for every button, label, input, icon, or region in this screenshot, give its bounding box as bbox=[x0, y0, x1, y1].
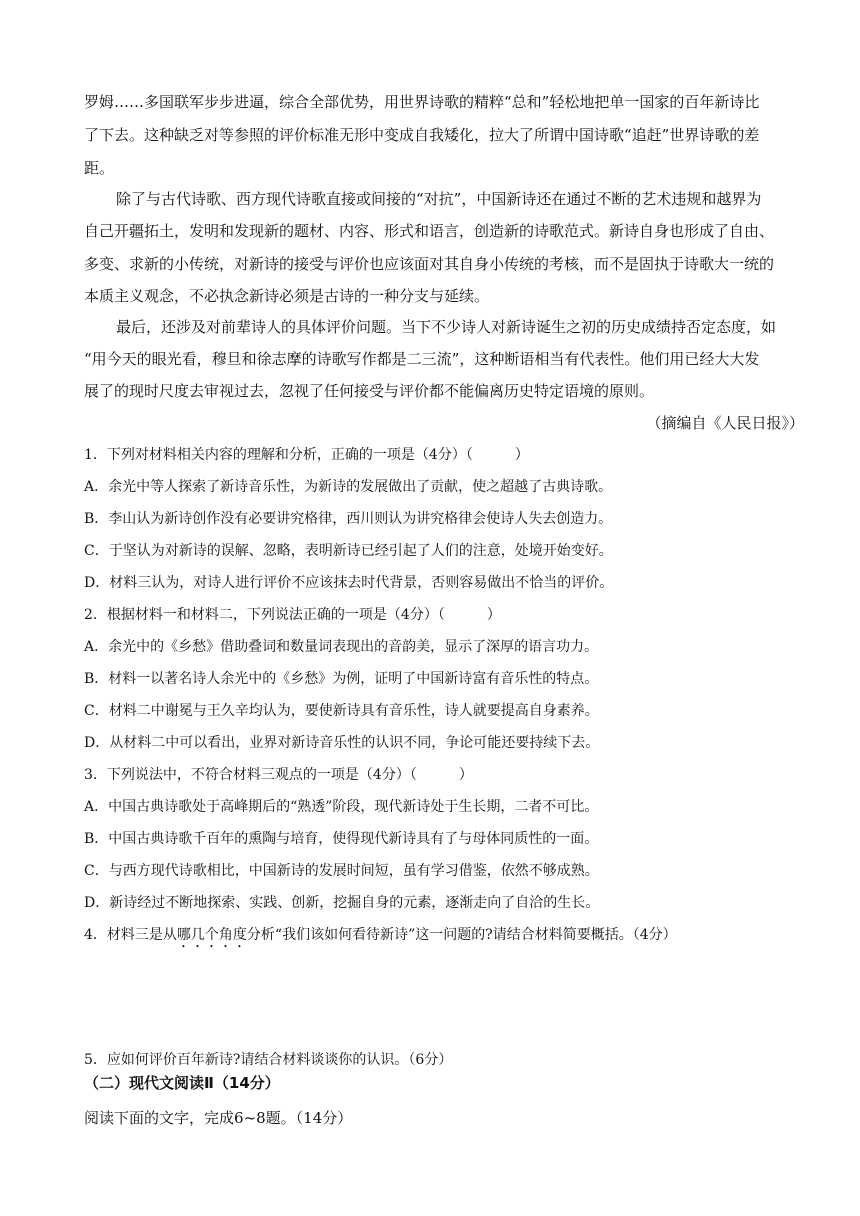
question-3-option-d: D．新诗经过不断地探索、实践、创新，挖掘自身的元素，逐渐走向了自洽的生长。 bbox=[84, 895, 600, 911]
question-3-option-c: C．与西方现代诗歌相比，中国新诗的发展时间短，虽有学习借鉴，依然不够成熟。 bbox=[84, 863, 599, 879]
question-2-option-d: D．从材料二中可以看出，业界对新诗音乐性的认识不同，争论可能还要持续下去。 bbox=[84, 735, 600, 751]
question-2-option-b: B．材料一以著名诗人余光中的《乡愁》为例，证明了中国新诗富有音乐性的特点。 bbox=[84, 671, 599, 687]
question-2-stem: 2．根据材料一和材料二，下列说法正确的一项是（4分）（ ） bbox=[84, 607, 501, 623]
passage-line: 自己开疆拓土，发明和发现新的题材、内容、形式和语言，创造新的诗歌范式。新诗自身也形成了自由、 bbox=[84, 222, 775, 240]
passage-line: 除了与古代诗歌、西方现代诗歌直接或间接的“对抗”，中国新诗还在通过不断的艺术违规和越界为 bbox=[116, 190, 762, 208]
source-citation: （摘编自《人民日报》） bbox=[646, 414, 804, 432]
question-5: 5．应如何评价百年新诗?请结合材料谈谈你的认识。（6分） bbox=[84, 1052, 453, 1068]
question-1-option-b: B．李山认为新诗创作没有必要讲究格律，西川则认为讲究格律会使诗人失去创造力。 bbox=[84, 511, 613, 527]
passage-line: 罗姆……多国联军步步进逼，综合全部优势，用世界诗歌的精粹“总和”轻松地把单一国家的百年新诗比 bbox=[84, 93, 760, 111]
passage-line: 展了的现时尺度去审视过去，忽视了任何接受与评价都不能偏离历史特定语境的原则。 bbox=[84, 382, 655, 400]
passage-line: 距。 bbox=[84, 159, 115, 177]
question-2-option-a: A．余光中的《乡愁》借助叠词和数量词表现出的音韵美，显示了深厚的语言功力。 bbox=[84, 639, 599, 655]
passage-line: 本质主义观念，不必执念新诗必须是古诗的一种分支与延续。 bbox=[84, 287, 490, 305]
question-4 bbox=[84, 925, 677, 951]
passage-line: 了下去。这种缺乏对等参照的评价标准无形中变成自我矮化，拉大了所谓中国诗歌“追赶”世界诗歌的差 bbox=[84, 126, 760, 144]
question-1-option-c: C．于坚认为对新诗的误解、忽略，表明新诗已经引起了人们的注意，处境开始变好。 bbox=[84, 543, 613, 559]
question-4-emphasis: 哪几个角度 bbox=[176, 927, 247, 943]
passage-line: 最后，还涉及对前辈诗人的具体评价问题。当下不少诗人对新诗诞生之初的历史成绩持否定态度，如 bbox=[116, 318, 777, 336]
question-4-suffix: 分析“我们该如何看待新诗”这一问题的?请结合材料简要概括。（4分） bbox=[246, 927, 677, 943]
question-1-option-a: A．余光中等人探索了新诗音乐性，为新诗的发展做出了贡献，使之超越了古典诗歌。 bbox=[84, 479, 613, 495]
passage-line: 多变、求新的小传统，对新诗的接受与评价也应该面对其自身小传统的考核，而不是固执于诗歌大一统的 bbox=[84, 255, 775, 273]
question-3-option-a: A．中国古典诗歌处于高峰期后的“熟透”阶段，现代新诗处于生长期，二者不可比。 bbox=[84, 799, 599, 815]
question-3-stem: 3．下列说法中，不符合材料三观点的一项是（4分）（ ） bbox=[84, 767, 473, 783]
question-4-prefix: 4．材料三是从 bbox=[84, 927, 177, 943]
question-3-option-b: B．中国古典诗歌千百年的熏陶与培育，使得现代新诗具有了与母体同质性的一面。 bbox=[84, 831, 599, 847]
section-heading: （二）现代文阅读Ⅱ（14分） bbox=[84, 1074, 280, 1092]
passage-line: “用今天的眼光看，穆旦和徐志摩的诗歌写作都是二三流”，这种断语相当有代表性。他们用已经大大发 bbox=[84, 350, 760, 368]
question-1-option-d: D．材料三认为，对诗人进行评价不应该抹去时代背景，否则容易做出不恰当的评价。 bbox=[84, 575, 614, 591]
question-2-option-c: C．材料二中谢冕与王久辛均认为，要使新诗具有音乐性，诗人就要提高自身素养。 bbox=[84, 703, 599, 719]
section-instruction: 阅读下面的文字，完成6~8题。（14分） bbox=[84, 1109, 353, 1127]
question-1-stem: 1．下列对材料相关内容的理解和分析，正确的一项是（4分）（ ） bbox=[84, 447, 529, 463]
